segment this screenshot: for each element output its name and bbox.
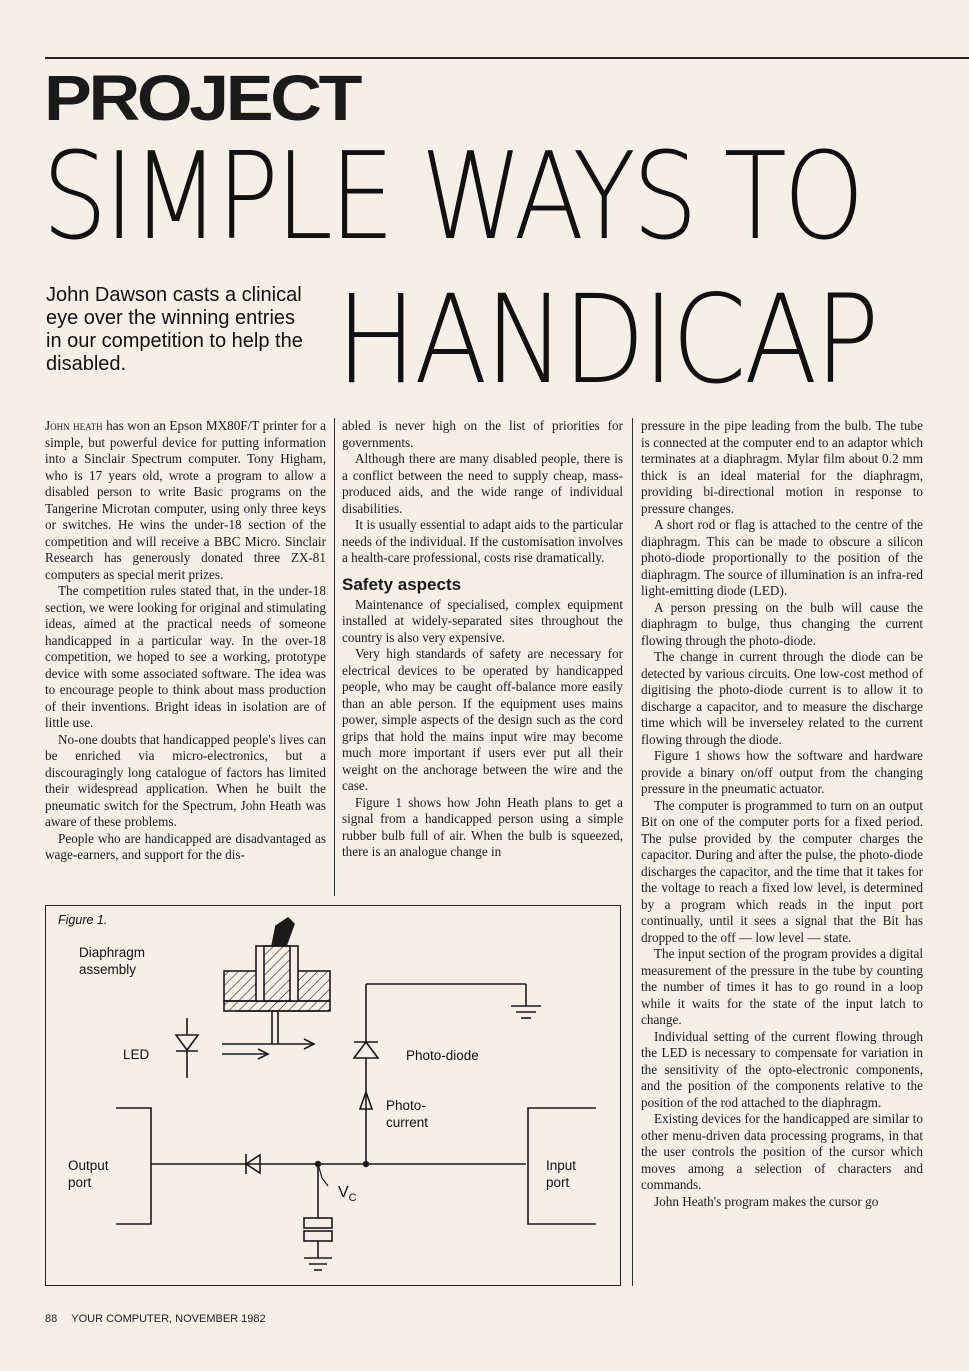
- photocurrent-label: [386, 1097, 428, 1131]
- paragraph: John Heath's program makes the cursor go: [654, 1193, 879, 1209]
- photocurrent-label-line: current: [386, 1115, 429, 1130]
- paragraph: abled is never high on the list of priorities for governments.: [342, 418, 623, 450]
- diaphragm-label-line: assembly: [79, 962, 137, 977]
- paragraph-text: has won an Epson MX80F/T printer for a simple, but powerful device for putting information into a Sinclair Spectrum computer. Tony Higham, who is 17 years old, wrote a program to allow a disabled person to write Basic programs on the Tangerine Microtan computer, using only three keys or switches. He wins the under-18 section of the competition and will receive a BBC Micro. Sinclair Research has generously donated three ZX-81 computers as special merit prizes.: [45, 418, 326, 582]
- photodiode-icon: [354, 984, 541, 1164]
- publication-line: YOUR COMPUTER, NOVEMBER 1982: [71, 1313, 266, 1325]
- paragraph: Maintenance of specialised, complex equipment installed at widely-separated sites throughout the country is also very expensive.: [342, 596, 623, 645]
- paragraph: Figure 1 shows how John Heath plans to get a signal from a handicapped person using a simple rubber bulb full of air. When the bulb is squeezed, there is an analogue change in: [342, 794, 623, 859]
- paragraph: [45, 418, 326, 583]
- headline-line-1: SIMPLE WAYS TO: [42, 128, 862, 267]
- headline-line-2: HANDICAP: [336, 269, 877, 411]
- page-number: 88: [45, 1313, 58, 1325]
- lead-in-caps: John heath: [45, 418, 103, 433]
- input-port-label-line: Input: [546, 1158, 577, 1173]
- vc-label-main: V: [338, 1184, 349, 1201]
- diaphragm-label-line: Diaphragm: [79, 945, 146, 960]
- junction-dot: [363, 1161, 369, 1167]
- photodiode-label: Photo-diode: [406, 1048, 479, 1063]
- page-footer: [45, 1313, 266, 1325]
- subheading: Safety aspects: [342, 574, 462, 594]
- vc-label: [338, 1184, 357, 1207]
- capacitor-icon: [304, 1164, 332, 1270]
- article-column-1: [45, 418, 326, 864]
- paragraph: Existing devices for the handicapped are similar to other menu-driven data processing programs, in that the user controls the position of the cursor which moves among a selection of characters and commands.: [641, 1111, 923, 1192]
- junction-dot: [315, 1161, 321, 1167]
- photocurrent-label-line: Photo-: [386, 1098, 426, 1113]
- paragraph: The computer is programmed to turn on an output Bit on one of the computer ports for a fixed period. The pulse provided by the computer charges the capacitor. During and after the pulse, the photo-diode discharges the capacitor, and the time that it takes for the voltage to reach a fixed low level, is determined by a program which reads in the input port continually, until it sees a signal that the Bit has dropped to the off — low level — state.: [641, 797, 923, 945]
- column-divider: [334, 418, 335, 896]
- input-port-label: [546, 1157, 576, 1191]
- paragraph: People who are handicapped are disadvantaged as wage-earners, and support for the dis-: [45, 830, 326, 862]
- paragraph: A person pressing on the bulb will cause the diaphragm to bulge, thus changing the current flowing through the photo-diode.: [641, 599, 923, 648]
- top-rule: [45, 57, 969, 59]
- input-port-label-line: port: [546, 1175, 570, 1190]
- paragraph: Individual setting of the current flowing through the LED is necessary to compensate for variation in the sensitivity of the opto-electronic components, and the position of the components relative to the position of the rod attached to the diaphragm.: [641, 1028, 923, 1110]
- paragraph: The input section of the program provides a digital measurement of the pressure in the tube by counting the number of times it has to go round in a loop while it waits for the state of the input latch to change.: [641, 946, 923, 1027]
- standfirst: John Dawson casts a clinical eye over the winning entries in our competition to help the disabled.: [46, 284, 303, 375]
- vc-label-sub: C: [348, 1192, 357, 1205]
- paragraph: The change in current through the diode can be detected by various circuits. One low-cost method of digitising the photo-diode current is to allow it to discharge a capacitor, and to measure the discharge time which will be inverseley related to the current flowing through the diode.: [641, 649, 923, 747]
- led-label: LED: [123, 1047, 150, 1062]
- output-port-bracket: [116, 1108, 151, 1224]
- figure-caption: Figure 1.: [58, 913, 108, 927]
- paragraph: Very high standards of safety are necessary for electrical devices to be operated by handicapped people, who may be caught off-balance more easily than an able person. If the equipment uses mains power, simple aspects of the design such as the cord grips that hold the mains input wire may become much more important if users ever put all their weight on the anchorage between the wire and the case.: [342, 646, 623, 793]
- diaphragm-label: [79, 944, 145, 978]
- figure-1: [45, 905, 621, 1286]
- paragraph: Although there are many disabled people, there is a conflict between the need to supply cheap, mass-produced aids, and the wide range of individual disabilities.: [342, 451, 623, 516]
- paragraph: It is usually essential to adapt aids to the particular needs of the individual. If the customisation involves a health-care professional, costs rise dramatically.: [342, 517, 623, 565]
- paragraph: No-one doubts that handicapped people's lives can be enriched via micro-electronics, but a discouragingly long catalogue of factors has limited their widespread application. When he built the pneumatic switch for the Spectrum, John Heath was aware of these problems.: [45, 731, 326, 829]
- paragraph: The competition rules stated that, in the under-18 section, we were looking for original and stimulating ideas, aimed at the practical needs of someone handicapped in a particular way. In the over-18 competition, we hoped to see a working, prototype device with some associated software. The idea was to encourage people to think about mass production of their inventions. Bright ideas in isolation are of little use.: [45, 583, 326, 730]
- paragraph: pressure in the pipe leading from the bulb. The tube is connected at the computer end to an adaptor which terminates at a diaphragm. Mylar film about 0.2 mm thick is an ideal material for the diaphragm, providing bi-directional motion in response to pressure changes.: [641, 418, 923, 516]
- led-icon: [176, 1018, 314, 1078]
- section-label: PROJECT: [44, 62, 360, 134]
- article-column-2: [342, 418, 623, 861]
- column-divider: [632, 418, 633, 1286]
- output-port-label-line: Output: [68, 1158, 109, 1173]
- output-port-label: [68, 1157, 109, 1191]
- paragraph: Figure 1 shows how the software and hardware provide a binary on/off output from the changing pressure in the pneumatic actuator.: [641, 748, 923, 796]
- article-column-3: [641, 418, 923, 1210]
- diaphragm-assembly-icon: [224, 918, 330, 1044]
- output-port-label-line: port: [68, 1175, 92, 1190]
- paragraph: A short rod or flag is attached to the centre of the diaphragm. This can be made to obscure a silicon photo-diode proportionally to the position of the diaphragm. The source of illumination is an infra-red light-emitting diode (LED).: [641, 517, 923, 598]
